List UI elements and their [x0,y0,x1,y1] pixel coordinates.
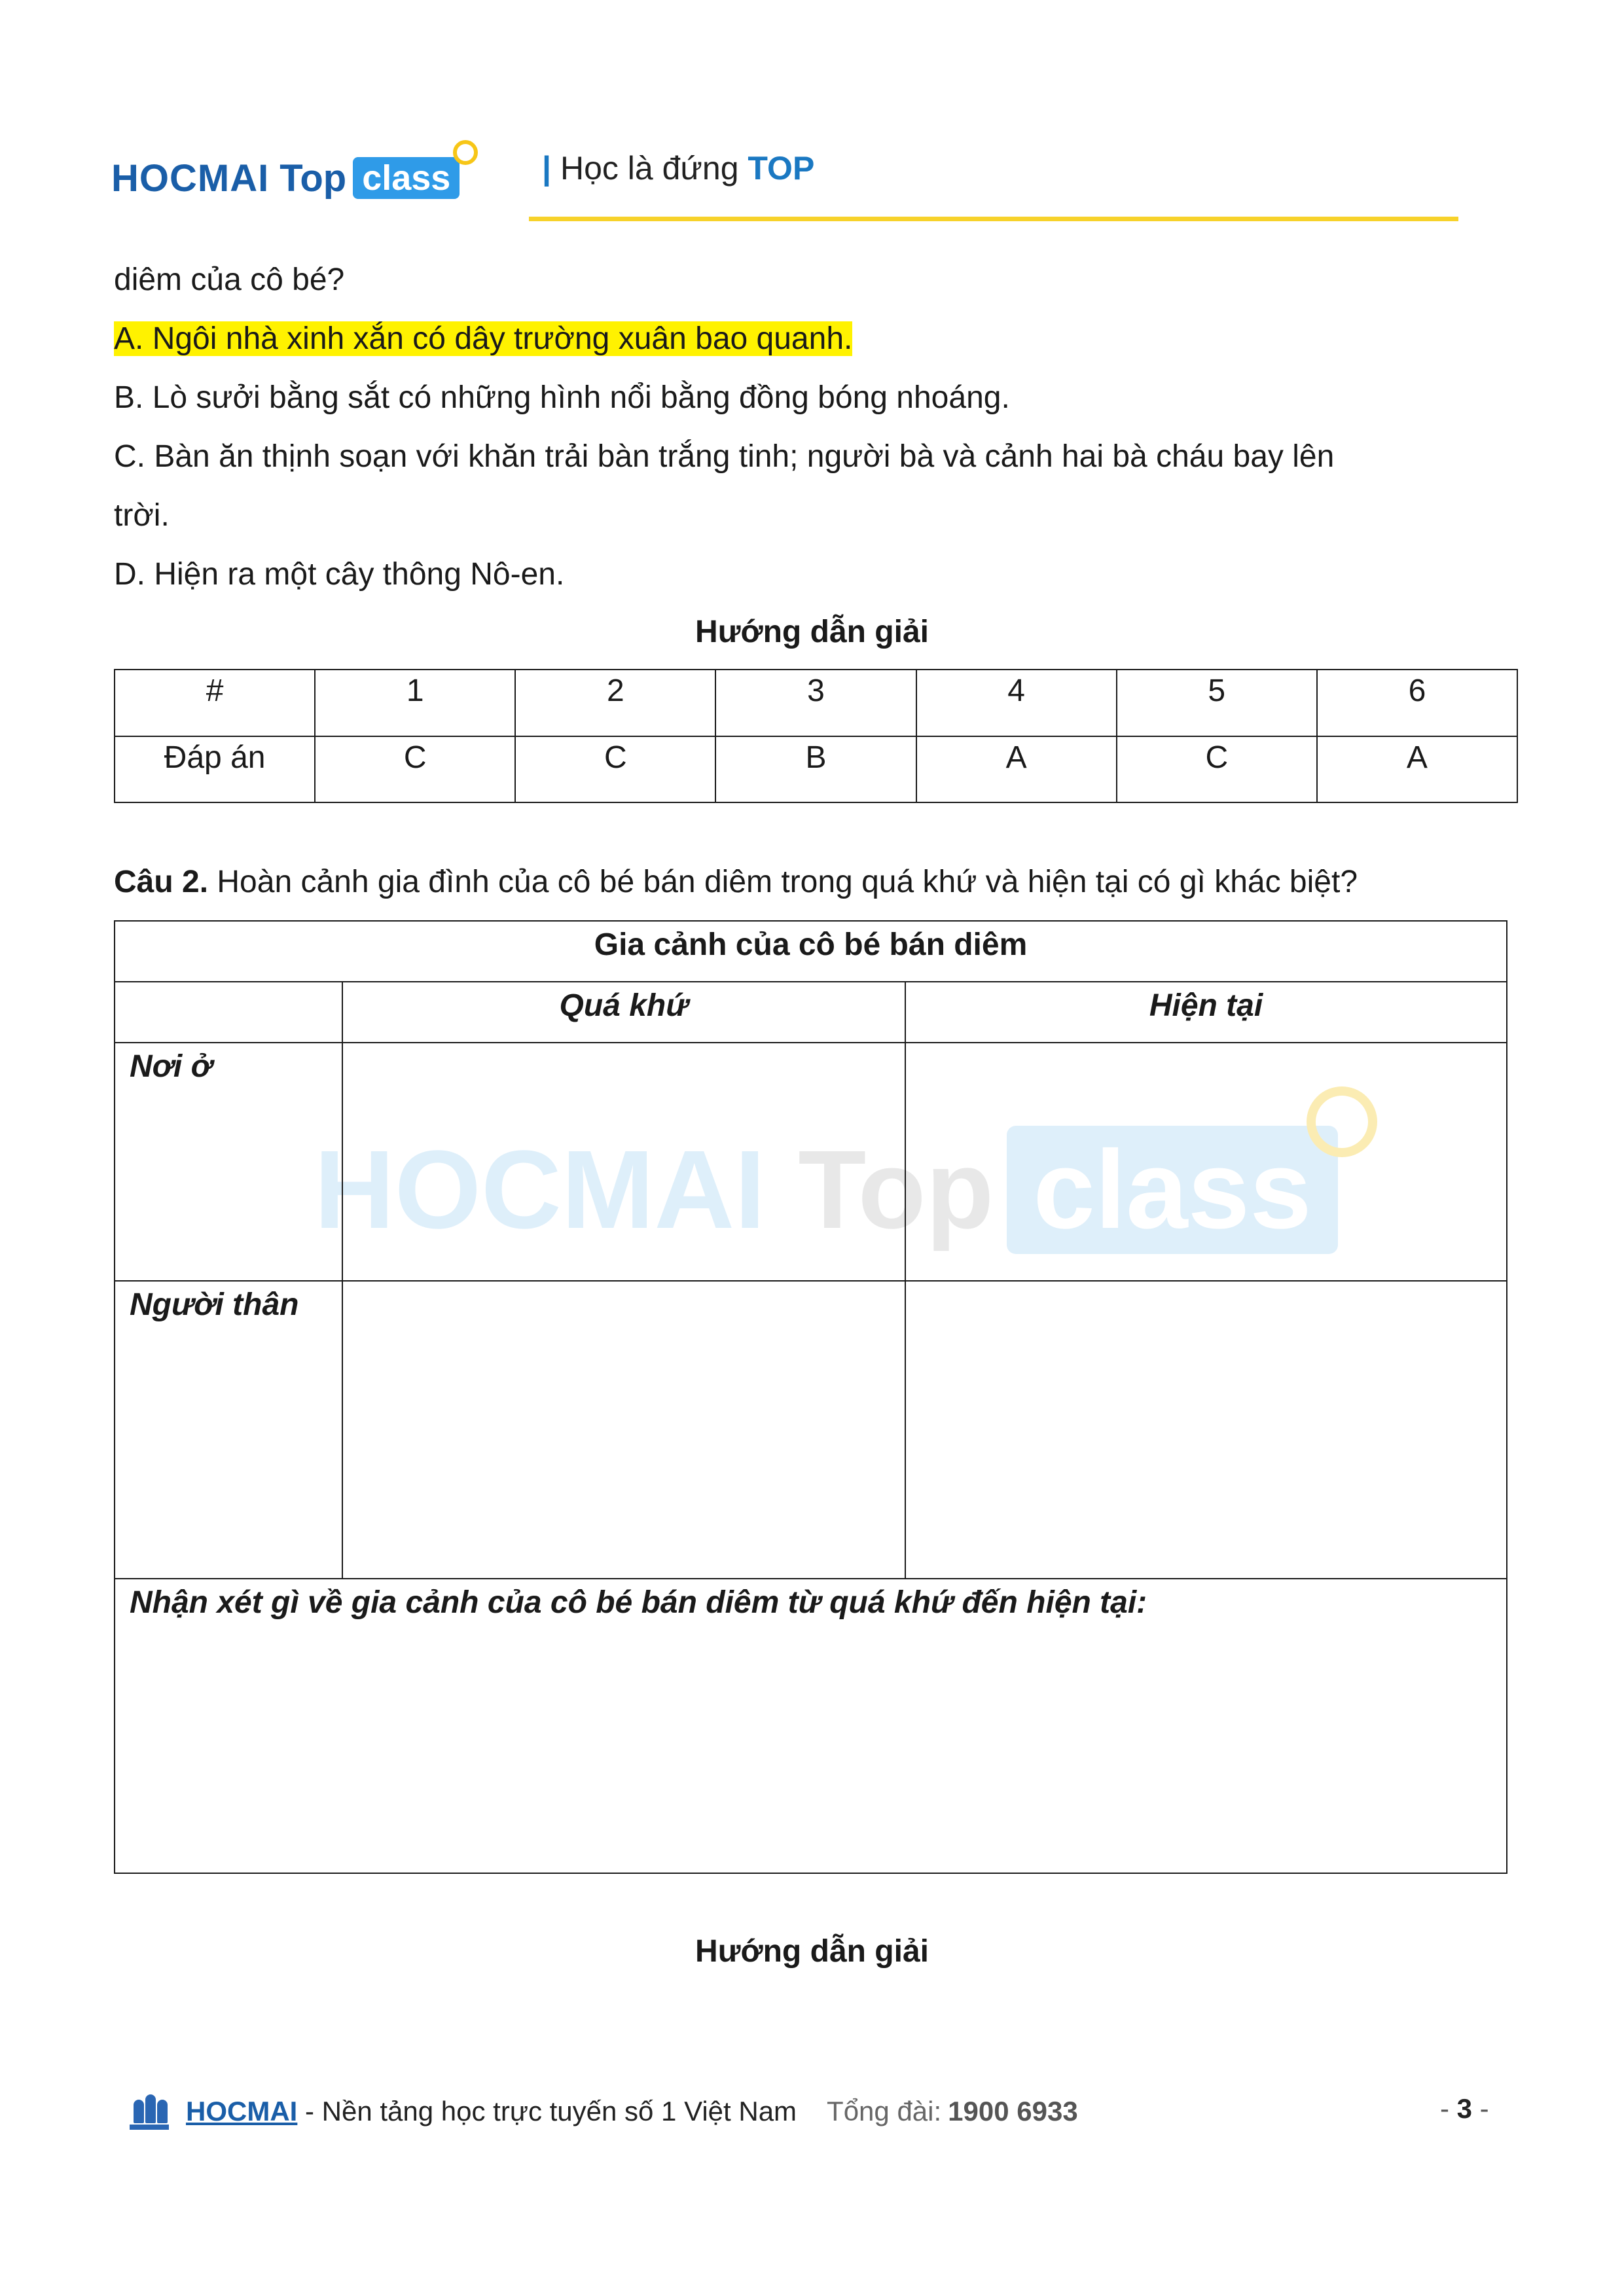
header-tagline [542,149,814,187]
option-a-highlight: A. Ngôi nhà xinh xắn có dây trường xuân bao quanh. [114,321,853,356]
logo-class-text: class [362,158,451,198]
answer-header-cell: 1 [315,670,515,736]
question2 [114,864,1358,900]
page-number: - 3 - [1440,2093,1489,2124]
answer-cell: A [916,736,1117,803]
tagline-text: Học là đứng [560,150,739,187]
tagline-strong: TOP [748,150,815,187]
answer-cell: Đáp án [115,736,315,803]
noi-o-past-cell[interactable] [342,1043,905,1281]
logo-hocmai-text: HOCMAI [111,156,270,200]
option-b: B. Lò sưởi bằng sắt có những hình nổi bằng đồng bóng nhoáng. [114,380,1010,415]
answer-cell: C [515,736,715,803]
watermark-top: Top [798,1128,994,1252]
footer-hotline-label: Tổng đài: [827,2096,942,2126]
guide-heading-2: Hướng dẫn giải [695,1934,929,1969]
comment-cell[interactable]: Nhận xét gì về gia cảnh của cô bé bán diêm từ quá khứ đến hiện tại: [115,1579,1507,1873]
sun-icon [453,140,478,165]
answer-table-header-row [115,670,1517,736]
question2-label: Câu 2. [114,865,209,899]
answer-header-cell: 5 [1117,670,1317,736]
option-c-continued: trời. [114,498,170,533]
column-present: Hiện tại [905,982,1507,1043]
footer [128,2093,1078,2130]
divider-icon: | [542,150,551,187]
row-nguoi-than-label: Người thân [115,1281,342,1579]
noi-o-present-cell[interactable] [905,1043,1507,1281]
row-comment [115,1579,1507,1873]
option-a [114,319,852,359]
logo-class-badge [353,157,460,199]
answer-cell: C [1117,736,1317,803]
gia-canh-header-row [115,982,1507,1043]
answer-table [114,669,1518,803]
answer-header-cell: 2 [515,670,715,736]
answer-header-cell: 3 [715,670,916,736]
gia-canh-table [114,920,1507,1874]
answer-table-row [115,736,1517,803]
header-rule [529,217,1458,221]
answer-cell: C [315,736,515,803]
answer-header-cell: 4 [916,670,1117,736]
question1-stem: diêm của cô bé? [114,262,345,297]
nguoi-than-past-cell[interactable] [342,1281,905,1579]
footer-hotline-number: 1900 6933 [948,2096,1078,2126]
logo-top-text: Top [280,156,347,200]
answer-header-cell: # [115,670,315,736]
option-c: C. Bàn ăn thịnh soạn với khăn trải bàn trắng tinh; người bà và cảnh hai bà cháu bay lên [114,439,1335,474]
watermark-class: class [1033,1128,1312,1252]
empty-corner-cell [115,982,342,1043]
row-nguoi-than [115,1281,1507,1579]
answer-cell: B [715,736,916,803]
gia-canh-title: Gia cảnh của cô bé bán diêm [115,921,1507,982]
row-noi-o [115,1043,1507,1281]
gia-canh-title-row [115,921,1507,982]
option-d: D. Hiện ra một cây thông Nô-en. [114,557,565,592]
column-past: Quá khứ [342,982,905,1043]
row-noi-o-label: Nơi ở [115,1043,342,1281]
footer-tagline: - Nền tảng học trực tuyến số 1 Việt Nam [297,2096,797,2126]
hocmai-people-icon [128,2093,171,2130]
watermark-hocmai: HOCMAI [314,1128,766,1252]
footer-brand-link[interactable]: HOCMAI [186,2096,298,2126]
guide-heading: Hướng dẫn giải [695,615,929,649]
answer-header-cell: 6 [1317,670,1517,736]
hocmai-topclass-logo [111,152,460,204]
answer-cell: A [1317,736,1517,803]
nguoi-than-present-cell[interactable] [905,1281,1507,1579]
page-number-value: 3 [1456,2093,1473,2124]
question2-text: Hoàn cảnh gia đình của cô bé bán diêm trong quá khứ và hiện tại có gì khác biệt? [217,865,1358,899]
